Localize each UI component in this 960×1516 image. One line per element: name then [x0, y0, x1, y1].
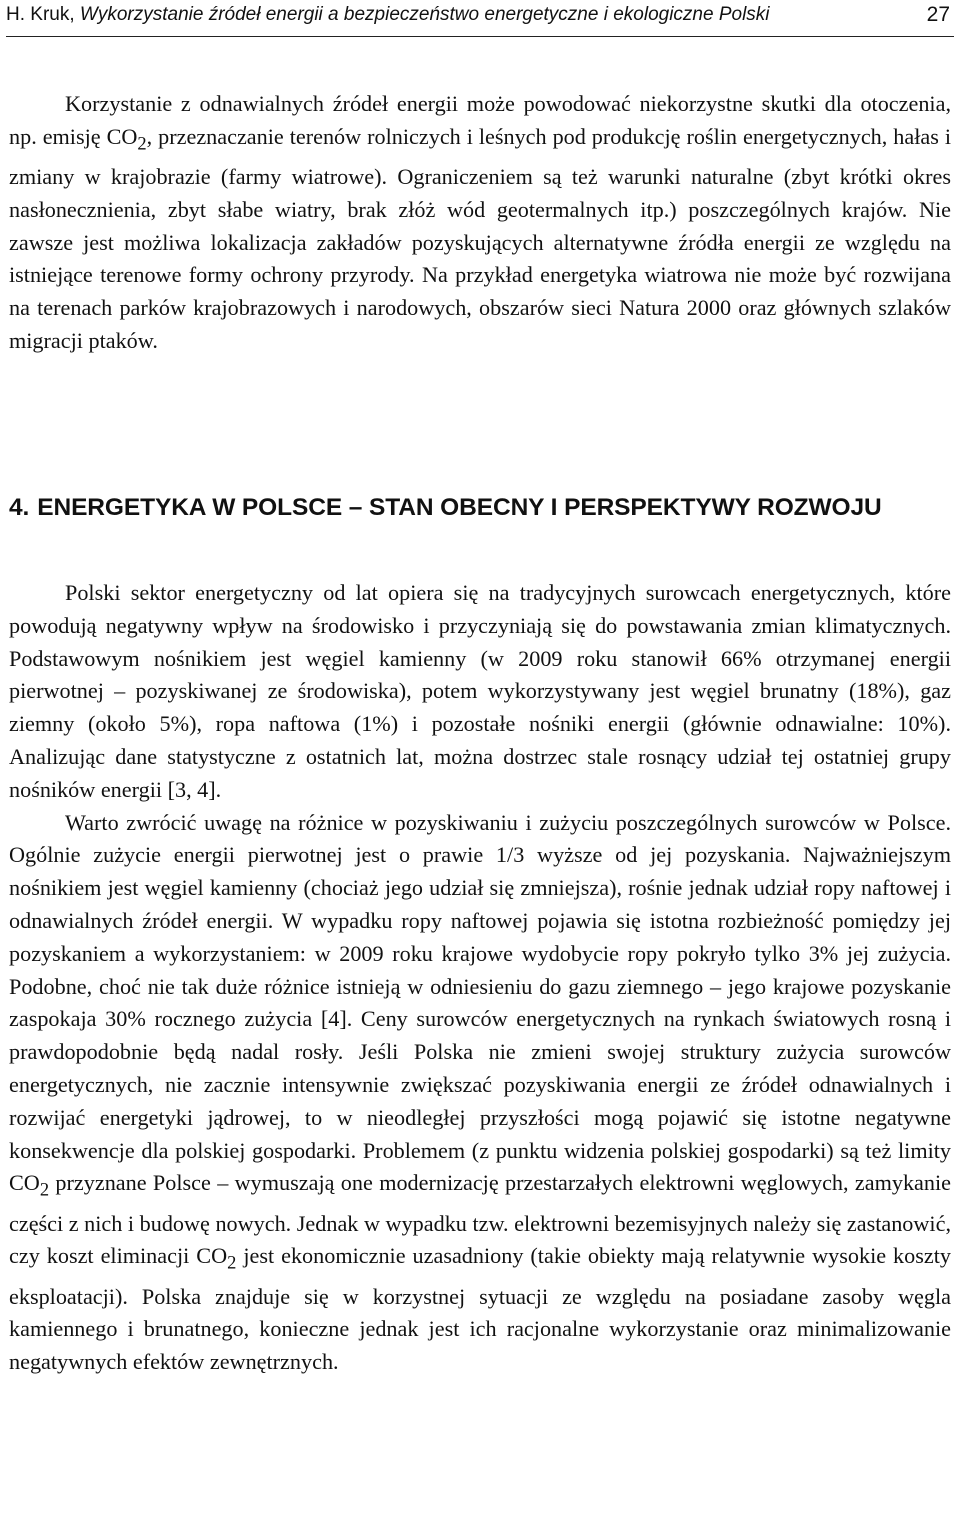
running-header: [6, 0, 954, 37]
paragraph-text: jest ekonomicznie uzasadniony (takie obiekty mają relatywnie wysokie koszty eksploatacji). Polska znajduje się w korzystnej sytuacji ze względu na posiadane zasoby węgla kamiennego i brunatnego, konieczne jednak jest ich racjonalne wykorzystanie oraz minimalizowanie negatywnych efektów zewnętrznych.: [9, 1243, 951, 1375]
subscript: 2: [39, 1180, 50, 1201]
paragraph-text: Warto zwrócić uwagę na różnice w pozyskiwaniu i zużyciu poszczególnych surowców w Polsce. Ogólnie zużycie energii pierwotnej jest o prawie 1/3 wyższe od jej pozyskania. Najważniejszym nośnikiem jest węgiel kamienny (chociaż jego udział się zmniejsza), rośnie jednak udział ropy naftowej i odnawialnych źródeł energii. W wypadku ropy naftowej pojawia się istotna rozbieżność pomiędzy jej pozyskaniem a wykorzystaniem: w 2009 roku krajowe wydobycie ropy pokryło tylko 3% jej zużycia. Podobne, choć nie tak duże różnice istnieją w odniesieniu do gazu ziemnego – jego krajowe pozyskanie zaspokaja 30% rocznego zużycia [4]. Ceny surowców energetycznych na rynkach światowych rosną i prawdopodobnie będą nadal rosły. Jeśli Polska nie zmieni swojej struktury zużycia surowców energetycznych, nie zacznie intensywnie zwiększać pozyskiwania energii ze źródeł odnawialnych i rozwijać energetyki jądrowej, to w nieodległej przyszłości mogą pojawić się istotne negatywne konsekwencje dla polskiej gospodarki. Problemem (z punktu widzenia polskiej gospodarki) są też limity CO: [9, 809, 951, 1196]
paragraph-text: , przeznaczanie terenów rolniczych i leśnych pod produkcję roślin energetycznych, hałas i zmiany w krajobrazie (farmy wiatrowe). Ograniczeniem są też warunki naturalne (zbyt krótki okres nasłonecznienia, zbyt słabe wiatry, brak złóż wód geotermalnych itp.) poszczególnych krajów. Nie zawsze jest możliwa lokalizacja zakładów pozyskujących alternatywne źródła energii ze względu na istniejące terenowe formy ochrony przyrody. Na przykład energetyka wiatrowa nie może być rozwijana na terenach parków krajobrazowych i narodowych, obszarów sieci Natura 2000 oraz głównych szlaków migracji ptaków.: [9, 123, 951, 354]
paragraph-renewable-drawbacks: [9, 88, 951, 358]
section-body: [9, 577, 951, 1379]
section-number: 4.: [9, 494, 30, 521]
paragraph: [9, 88, 951, 358]
header-author: H. Kruk,: [6, 4, 75, 25]
paragraph: [9, 807, 951, 1379]
paragraph: Polski sektor energetyczny od lat opiera się na tradycyjnych surowcach energetycznych, które powodują negatywny wpływ na środowisko i przyczyniają się do powstawania zmian klimatycznych. Podstawowym nośnikiem jest węgiel kamienny (w 2009 roku stanowił 66% otrzymanej energii pierwotnej – pozyskiwanej ze środowiska), potem wykorzystywany jest węgiel brunatny (18%), gaz ziemny (około 5%), ropa naftowa (1%) i pozostałe nośniki energii (głównie odnawialne: 10%). Analizując dane statystyczne z ostatnich lat, można dostrzec stale rosnący udział tej ostatniej grupy nośników energii [3, 4].: [9, 580, 951, 802]
section-heading: [9, 491, 951, 525]
paragraph-text: przyznane Polsce – wymuszają one modernizację przestarzałych elektrowni węglowych, zamykanie części z nich i budowę nowych. Jednak w wypadku tzw. elektrowni bezemisyjnych należy się zastanowić, czy koszt eliminacji CO: [9, 1170, 951, 1269]
section-title: ENERGETYKA W POLSCE – STAN OBECNY I PERSPEKTYWY ROZWOJU: [37, 494, 882, 521]
subscript: 2: [227, 1253, 237, 1274]
subscript: 2: [137, 134, 147, 155]
header-title: Wykorzystanie źródeł energii a bezpieczeństwo energetyczne i ekologiczne Polski: [79, 4, 770, 25]
paragraph-text: Korzystanie z odnawialnych źródeł energii może powodować niekorzystne skutki dla otoczenia, np. emisję CO: [9, 91, 951, 149]
page-number: 27: [926, 3, 950, 26]
